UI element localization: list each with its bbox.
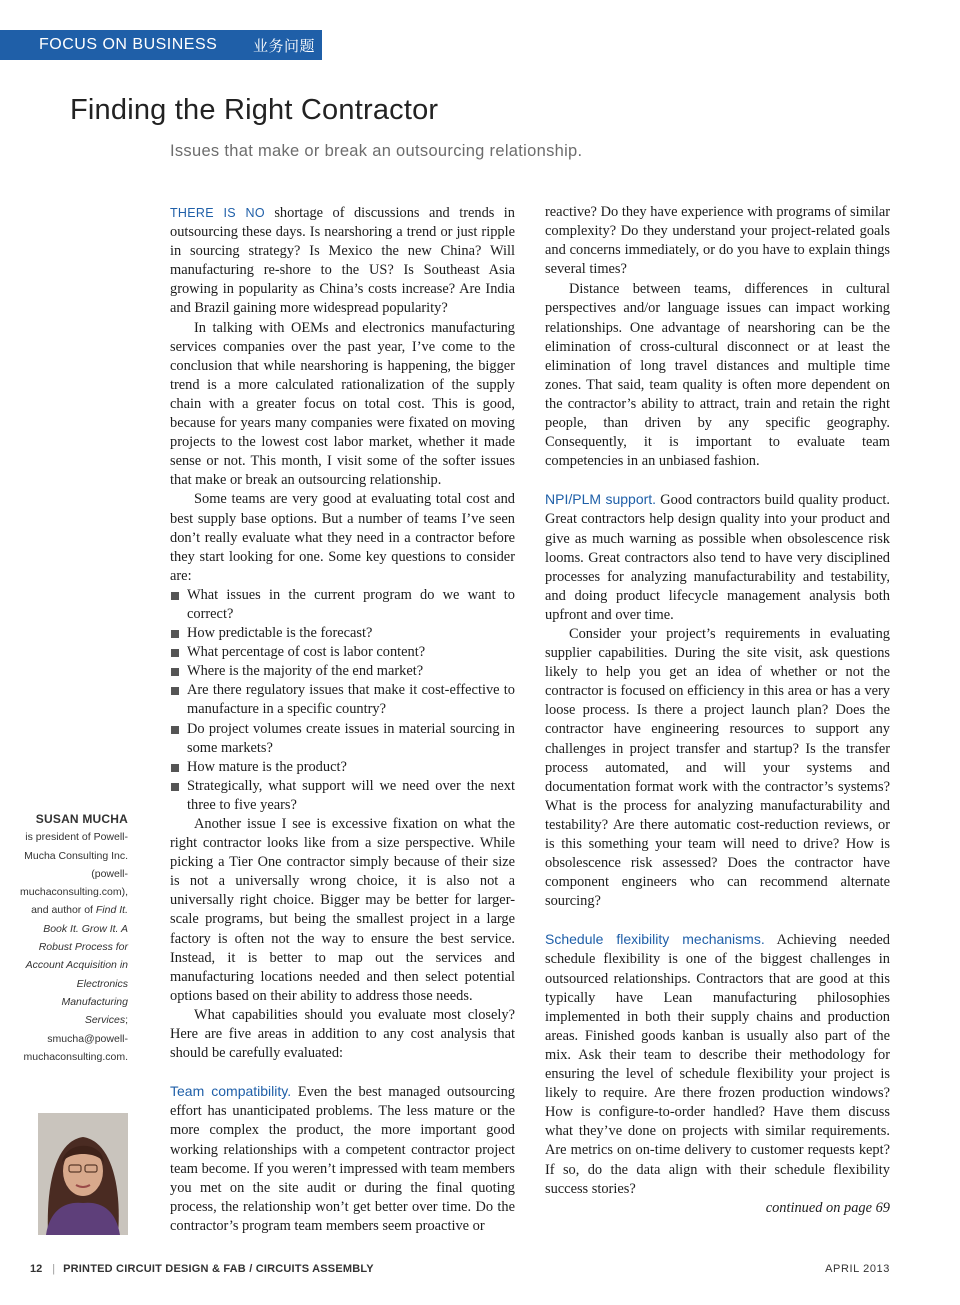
author-bio [20, 810, 128, 1066]
page-number: 12 [30, 1263, 43, 1275]
schedule-flexibility-text: Achieving needed schedule flexibility is one of the biggest challenges in outsourced relationships. Contractors that are good at this typically have Lean manufacturing philosophies implemented in both their supply chains and production areas. Finished goods kanban is usually also part of the mix. Ask their team to describe their methodology for ensuring the level of schedule flexibility your project is likely to require. Are there frozen production windows? How is configure-to-order handled? Have them discuss what they’ve done on projects with similar requirements. Are metrics on on-time delivery to customer requests kept? If so, do the data align with their schedule flexibility success stories? [545, 932, 890, 1197]
paragraph-7: Consider your project’s requirements in evaluating supplier capabilities. During the site visit, ask questions likely to help you get an idea of whether or not the contractor is focused on efficiency in this area or has a very loose process. Is there a project launch plan? Does the contractor have engineering resources to support any challenges in project transfer and startup? Is the transfer process automated, and will your systems and documentation format work with the contractor’s systems? What is the process for analyzing manufacturability and testability? Are there automatic cost-reduction reviews, or is this something your team will need to drive? How is obsolescence risk assessed? Does the contractor have component engineers who can recommend alternate sourcing? [545, 625, 890, 910]
team-compatibility-text: Even the best managed outsourcing effort has unanticipated problems. The less mature or the more complex the product, the more important good working relationships with a competent contractor project team become. If you weren’t impressed with team members you met on the site audit or during the final quoting process, the relationship won’t get better over time. Do the contractor’s program team members seem proactive or [170, 1084, 515, 1234]
paragraph-intro [170, 204, 515, 319]
author-photo [38, 1113, 128, 1235]
section-team-compatibility [170, 1082, 515, 1236]
article-title: Finding the Right Contractor [70, 94, 439, 126]
issue-date: APRIL 2013 [825, 1263, 890, 1275]
column-left [170, 204, 515, 1236]
column-right [545, 204, 890, 1218]
author-portrait-image [38, 1113, 128, 1235]
npi-plm-heading: NPI/PLM support. [545, 491, 657, 508]
author-bio-text-2: ; smucha@powell-muchaconsulting.com. [23, 1014, 128, 1063]
list-item: What issues in the current program do we want to correct? [170, 586, 515, 624]
list-item: Do project volumes create issues in material sourcing in some markets? [170, 720, 515, 758]
footer-divider: | [52, 1263, 56, 1275]
list-item: What percentage of cost is labor content? [170, 643, 515, 662]
section-schedule-flexibility [545, 930, 890, 1198]
author-bio-text-1: is president of Powell-Mucha Consulting Inc. (powell-muchaconsulting.com), and author of [20, 831, 128, 917]
section-label: FOCUS ON BUSINESS [39, 36, 218, 53]
schedule-flexibility-heading: Schedule flexibility mechanisms. [545, 931, 765, 948]
team-compatibility-continued: reactive? Do they have experience with programs of similar complexity? Do they understand your project-related goals and concerns immediately, or do you have to explain things several times? [545, 204, 890, 278]
paragraph-4: Another issue I see is excessive fixation on what the right contractor looks like from a size perspective. While picking a Tier One contractor simply because of their size is not a universally wrong choice, it is also not a universally right choice. Bigger may be better for larger-scale programs, but being the smallest project in a large factory is often not the way to ensure the best service. Instead, it is better to map out the services and manufacturing locations needed and then select potential options based on their ability to address those needs. [170, 816, 515, 1004]
list-item: How predictable is the forecast? [170, 624, 515, 643]
paragraph-2: In talking with OEMs and electronics manufacturing services companies over the past year, I’ve come to the conclusion that while nearshoring is happening, the bigger trend is a more calculated rationalization of the supply chain with a greater focus on total cost. This is good, because for years many companies were fixated on moving projects to the lowest cost labor market, whether it made sense or not. This month, I visit some of the softer issues that make or break an outsourcing relationship. [170, 319, 515, 489]
footer-left [30, 1263, 374, 1275]
author-book-title: Find It. Book It. Grow It. A Robust Process for Account Acquisition in Electronics Manufacturing Services [25, 904, 128, 1027]
section-npi-plm [545, 490, 890, 625]
list-item: Where is the majority of the end market? [170, 662, 515, 681]
continued-note: continued on page 69 [765, 1199, 890, 1216]
section-banner [0, 30, 322, 60]
questions-list [170, 586, 515, 815]
section-label-chinese: 业务问题 [253, 37, 316, 55]
paragraph-intro-text: shortage of discussions and trends in outsourcing these days. Is nearshoring a trend or just ripple in sourcing strategy? Is Mexico the new China? Will manufacturing re-shore to the US? Is Southeast Asia growing in popularity as China’s costs increase? Are India and Brazil gaining more widespread popularity? [170, 205, 516, 317]
list-item: Strategically, what support will we need over the next three to five years? [170, 777, 515, 815]
publication-name: PRINTED CIRCUIT DESIGN & FAB / CIRCUITS ASSEMBLY [63, 1263, 374, 1275]
paragraph-3: Some teams are very good at evaluating total cost and best supply base options. But a number of teams I’ve seen don’t really evaluate what they need in a contractor before they start looking for one. Some key questions to consider are: [170, 491, 515, 584]
column-right-offset [545, 203, 890, 279]
list-item: How mature is the product? [170, 758, 515, 777]
lead-in: THERE IS NO [170, 206, 265, 220]
author-name: SUSAN MUCHA [35, 812, 128, 826]
npi-plm-text: Good contractors build quality product. Great contractors help design quality into your product and give as much warning as possible when obsolescence risk looms. Great contractors also tend to have very disciplined processes for analyzing manufacturability and testability, and doing product lifecycle management analysis both upfront and over time. [545, 492, 890, 623]
team-compatibility-heading: Team compatibility. [170, 1083, 292, 1100]
paragraph-6: Distance between teams, differences in cultural perspectives and/or language issues can impact working relationships. One advantage of nearshoring can be the elimination of cross-cultural disconnect or at least the elimination of long travel distances and multiple time zones. That said, team quality is often more dependent on the contractor’s ability to attract, train and retain the right people, than driven by any specific geography. Consequently, it is important to evaluate team competencies in an unbiased fashion. [545, 281, 890, 470]
paragraph-5: What capabilities should you evaluate most closely? Here are five areas in addition to any cost analysis that should be carefully evaluated: [170, 1006, 515, 1062]
article-subtitle: Issues that make or break an outsourcing relationship. [170, 142, 583, 160]
list-item: Are there regulatory issues that make it cost-effective to manufacture in a specific country? [170, 681, 515, 719]
